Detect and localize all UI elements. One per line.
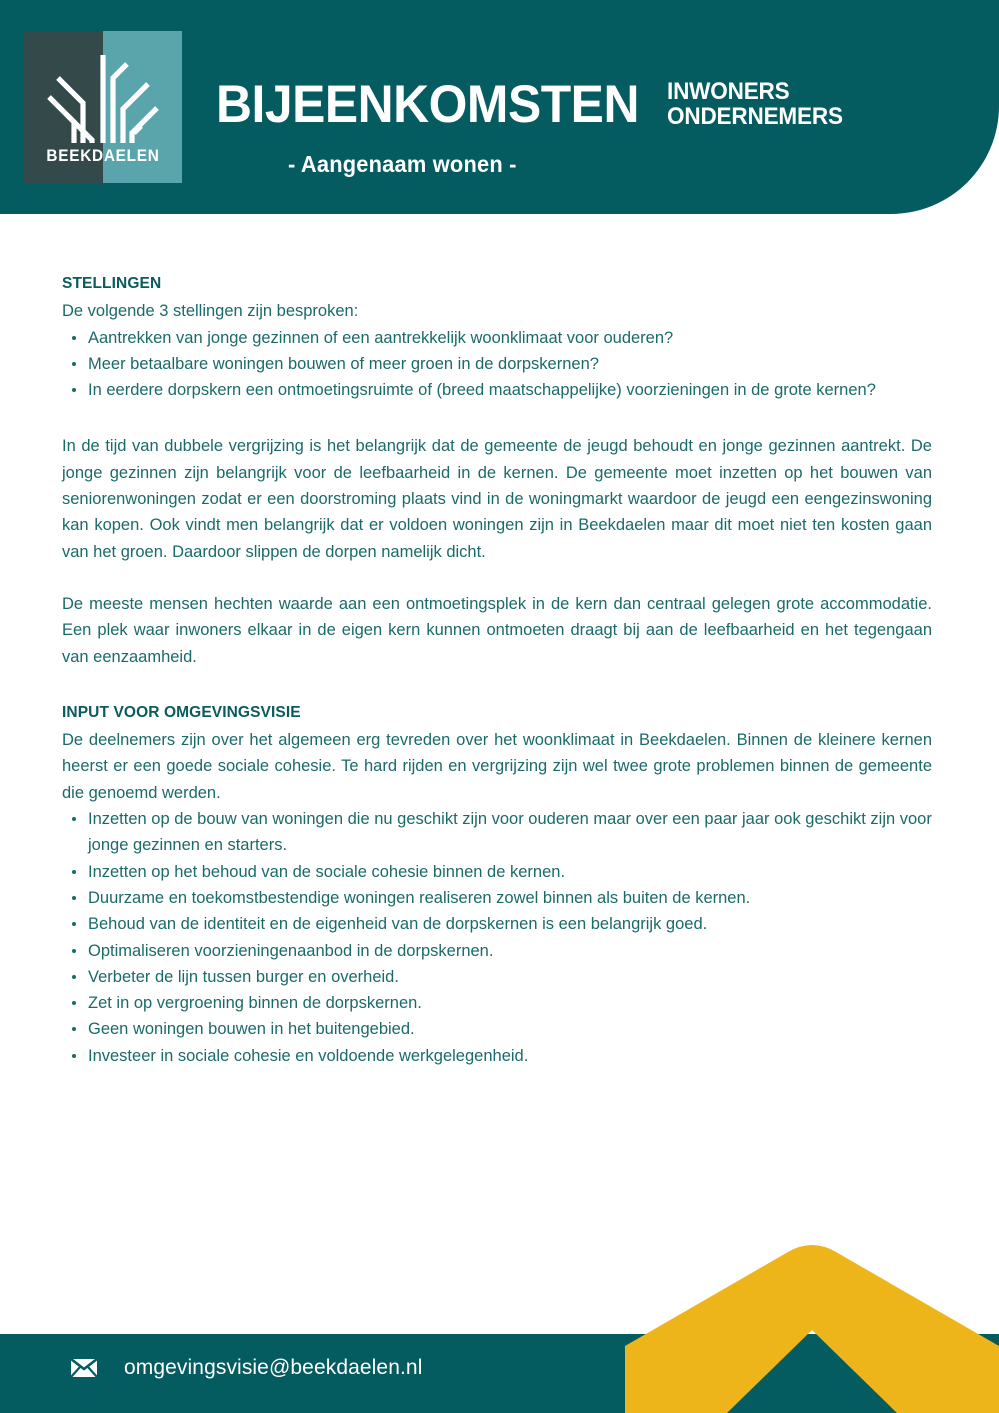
stellingen-paragraph-2: De meeste mensen hechten waarde aan een ontmoetingsplek in de kern dan centraal gelegen grote accommodatie. Een plek waar inwoners elkaar in de eigen kern kunnen ontmoeten draagt bij aan de leefbaarheid en het tegengaan van eenzaamheid.: [62, 594, 932, 666]
list-item: Verbeter de lijn tussen burger en overheid.: [62, 964, 932, 990]
header-audience-ondernemers: ONDERNEMERS: [666, 103, 843, 131]
header-audience-stack: [667, 79, 858, 129]
input-bullet-list: [62, 806, 932, 1069]
page-header: [0, 0, 999, 214]
list-item: Optimaliseren voorzieningenaanbod in de dorpskernen.: [62, 938, 932, 964]
list-item: Investeer in sociale cohesie en voldoende werkgelegenheid.: [62, 1043, 932, 1069]
header-title-block: [216, 75, 858, 178]
list-item: Zet in op vergroening binnen de dorpskernen.: [62, 990, 932, 1016]
stellingen-intro: De volgende 3 stellingen zijn besproken:: [62, 302, 359, 321]
header-audience-inwoners: INWONERS: [666, 78, 790, 106]
envelope-icon: [70, 1358, 98, 1378]
list-item: Meer betaalbare woningen bouwen of meer groen in de dorpskernen?: [62, 351, 932, 377]
section-input-omgevingsvisie: [62, 700, 932, 1069]
spacer: [62, 403, 932, 433]
footer-contact: [70, 1356, 422, 1380]
stellingen-paragraph-1: In de tijd van dubbele vergrijzing is het belangrijk dat de gemeente de jeugd behoudt en jonge gezinnen aantrekt. De jonge gezinnen zijn belangrijk voor de leefbaarheid in de kernen. De gemeente moet inzetten op het bouwen van seniorenwoningen zodat er een doorstroming plaats vind in de woningmarkt waardoor de jeugd een eengezinswoning kan kopen. Ook vindt men belangrijk dat er voldoen woningen zijn in Beekdaelen maar dit moet niet ten kosten gaan van het groen. Daardoor slippen de dorpen namelijk dicht.: [62, 437, 932, 561]
stellingen-bullet-list: [62, 325, 932, 404]
spacer: [62, 565, 932, 591]
list-item: Duurzame en toekomstbestendige woningen realiseren zowel binnen als buiten de kernen.: [62, 885, 932, 911]
list-item: In eerdere dorpskern een ontmoetingsruimte of (breed maatschappelijke) voorzieningen in de grote kernen?: [62, 377, 932, 403]
spacer: [62, 670, 932, 700]
beekdaelen-logo: [24, 31, 182, 183]
header-title-row: [216, 75, 858, 134]
input-paragraph: De deelnemers zijn over het algemeen erg tevreden over het woonklimaat in Beekdaelen. Binnen de kleinere kernen heerst er een goede sociale cohesie. Te hard rijden en vergrijzing zijn wel twee grote problemen binnen de gemeente die genoemd werden.: [62, 731, 932, 802]
page-title: BIJEENKOMSTEN: [216, 75, 639, 134]
section-heading-input-omgevingsvisie: INPUT VOOR OMGEVINGSVISIE: [62, 703, 301, 721]
footer-email-address[interactable]: omgevingsvisie@beekdaelen.nl: [124, 1356, 423, 1379]
list-item: Inzetten op de bouw van woningen die nu geschikt zijn voor ouderen maar over een paar jaar ook geschikt zijn voor jonge gezinnen en starters.: [62, 806, 932, 859]
document-body: [62, 271, 932, 1069]
list-item: Inzetten op het behoud van de sociale cohesie binnen de kernen.: [62, 859, 932, 885]
section-heading-stellingen: STELLINGEN: [62, 275, 162, 292]
list-item: Geen woningen bouwen in het buitengebied.: [62, 1016, 932, 1042]
section-stellingen: [62, 271, 932, 670]
list-item: Behoud van de identiteit en de eigenheid van de dorpskernen is een belangrijk goed.: [62, 911, 932, 937]
logo-wordmark: BEEKDAELEN: [46, 147, 160, 165]
list-item: Aantrekken van jonge gezinnen of een aantrekkelijk woonklimaat voor ouderen?: [62, 325, 932, 351]
header-tagline: - Aangenaam wonen -: [288, 151, 517, 177]
